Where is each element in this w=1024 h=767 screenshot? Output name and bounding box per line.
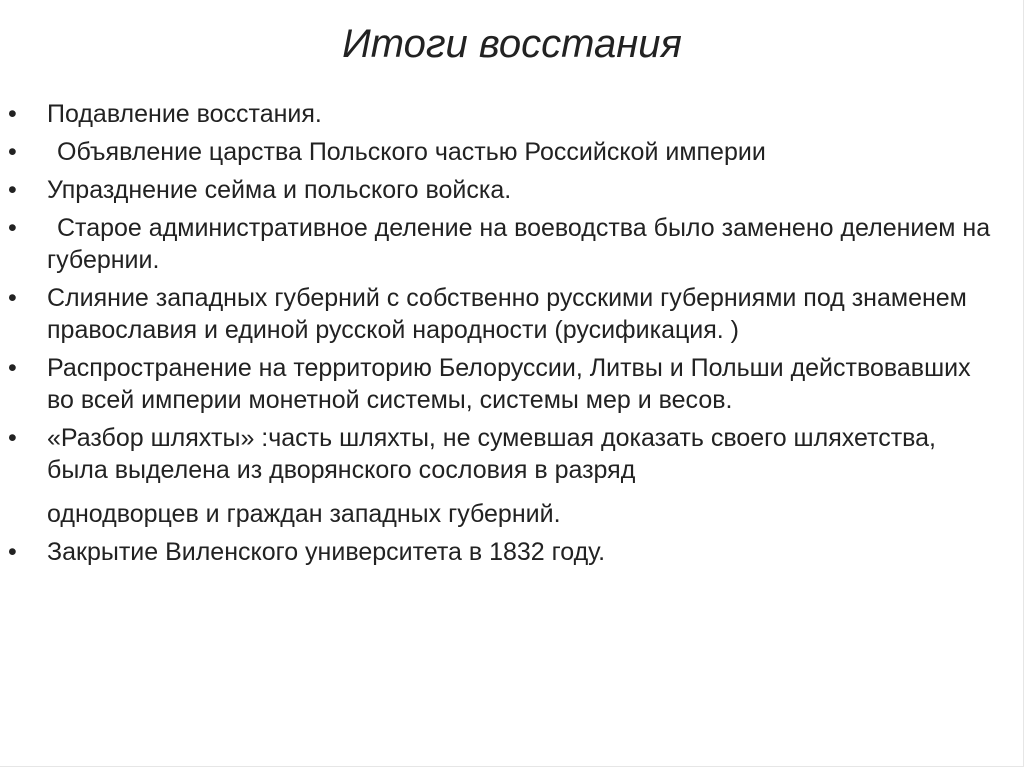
bullet-icon: • xyxy=(8,100,17,128)
bullet-list xyxy=(0,98,1000,574)
list-item xyxy=(0,174,1000,206)
list-item-text: Закрытие Виленского университета в 1832 году. xyxy=(47,538,606,566)
slide-title: Итоги восстания xyxy=(342,22,682,66)
list-item-text: Слияние западных губерний с собственно русскими губерниями под знаменем православия и единой русской народности (русификация. ) xyxy=(47,284,967,344)
list-item xyxy=(0,282,1000,346)
bullet-icon: • xyxy=(8,284,17,312)
bullet-icon: • xyxy=(8,424,17,452)
list-item xyxy=(0,422,1000,530)
list-item-text: Старое административное деление на воеводства было заменено делением на губернии. xyxy=(47,214,991,274)
list-item-text-continued: однодворцев и граждан западных губерний. xyxy=(47,500,561,528)
list-item-text: Упразднение сейма и польского войска. xyxy=(47,176,512,204)
list-item xyxy=(0,352,1000,416)
bullet-icon: • xyxy=(8,354,17,382)
list-item xyxy=(0,98,1000,130)
list-item-text: Распространение на территорию Белоруссии, Литвы и Польши действовавших во всей империи монетной системы, системы мер и весов. xyxy=(47,354,971,414)
bullet-icon: • xyxy=(8,214,17,242)
list-item-text: Объявление царства Польского частью Российской империи xyxy=(57,138,766,166)
bullet-icon: • xyxy=(8,538,17,566)
list-item-text: «Разбор шляхты» :часть шляхты, не сумевшая доказать своего шляхетства, была выделена из дворянского сословия в разряд xyxy=(47,424,937,484)
list-item xyxy=(0,212,1000,276)
list-item xyxy=(0,136,1000,168)
bullet-icon: • xyxy=(8,176,17,204)
list-item xyxy=(0,536,1000,568)
bullet-icon: • xyxy=(8,138,17,166)
list-item-text: Подавление восстания. xyxy=(47,100,322,128)
